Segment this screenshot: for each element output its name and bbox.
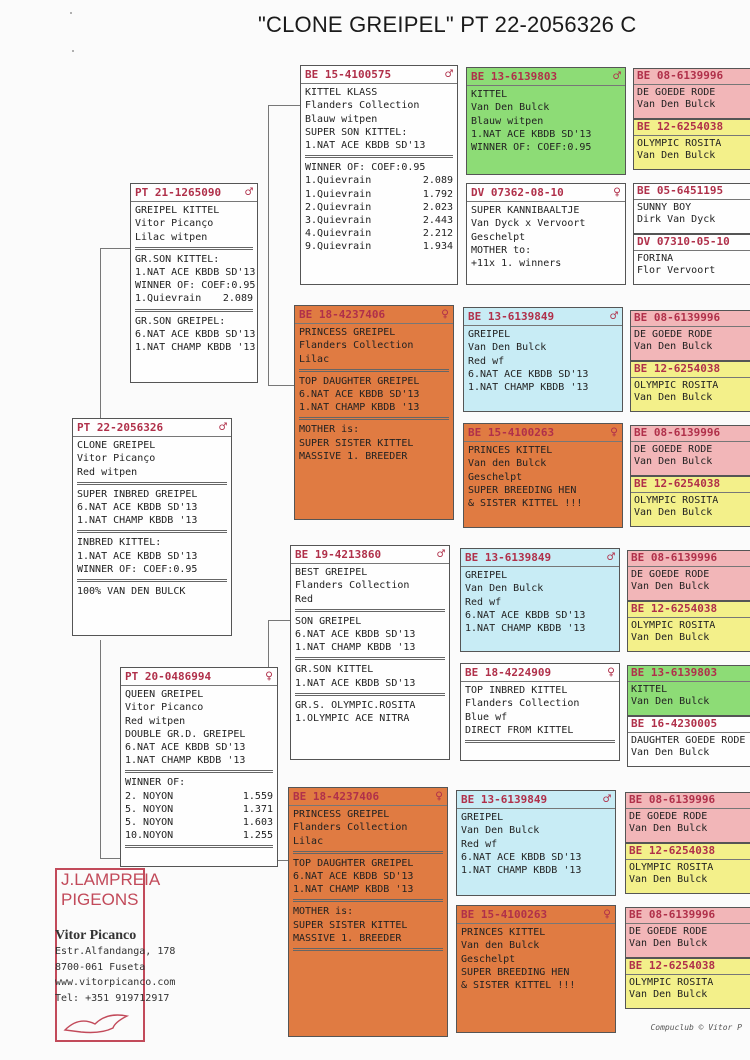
ring-number: BE 12-6254038: [626, 844, 750, 860]
website-link[interactable]: www.vitorpicanco.com: [55, 977, 176, 988]
breeder: Van Den Bulck: [471, 102, 550, 114]
color: Blauw witpen: [305, 113, 378, 125]
bird-name: DE GOEDE RODE: [634, 328, 713, 340]
note: 1.NAT CHAMP KBDB '13: [293, 884, 414, 896]
note: 1.NAT CHAMP KBDB '13: [77, 515, 198, 527]
connector: [268, 105, 269, 385]
phone-number: Tel: +351 919712917: [55, 992, 170, 1004]
note: 1.NAT ACE KBDB SD'13: [305, 140, 426, 152]
breeder: Flanders Collection: [465, 698, 580, 710]
pedigree-card-sire: [130, 183, 258, 383]
bird-name: PRINCESS GREIPEL: [299, 327, 396, 339]
footer-credit: Compuclub © Vitor P: [650, 1023, 742, 1032]
ring-number: BE 12-6254038: [631, 362, 750, 378]
note: SUPER BREEDING HEN: [461, 966, 570, 978]
note: WINNER OF: COEF:0.95: [305, 162, 426, 174]
pedigree-pair-g4: [625, 792, 750, 894]
pedigree-card-g3: [456, 905, 616, 1033]
color: Red: [295, 593, 314, 605]
bird-name: KITTEL: [631, 683, 668, 695]
male-symbol-icon: ♂: [219, 420, 227, 436]
male-symbol-icon: ♂: [445, 67, 453, 83]
breeder: Van den Bulck: [468, 458, 547, 470]
breeder: Van Den Bulck: [629, 874, 708, 885]
male-symbol-icon: ♂: [610, 309, 618, 325]
pedigree-card-g3: [463, 307, 623, 412]
note: DIRECT FROM KITTEL: [465, 724, 574, 736]
color: Red witpen: [77, 466, 138, 478]
breeder: Flanders Collection: [305, 100, 420, 112]
bird-name: PRINCES KITTEL: [461, 927, 546, 939]
note: 1.OLYMPIC ACE NITRA: [295, 713, 410, 725]
breeder: Flanders Collection: [293, 822, 408, 834]
result-row: 4.Quievrain 2.212: [305, 228, 453, 240]
note: & SISTER KITTEL !!!: [468, 498, 583, 510]
ring-number: BE 12-6254038: [634, 120, 750, 136]
color: Red witpen: [125, 715, 186, 727]
pedigree-pair-g4: [633, 183, 750, 285]
result-row: 3.Quievrain 2.443: [305, 215, 453, 227]
scan-speck: [72, 50, 74, 52]
ring-number: PT 21-1265090: [135, 186, 222, 199]
breeder: Van Den Bulck: [634, 341, 713, 352]
female-symbol-icon: ♀: [607, 665, 615, 681]
connector: [268, 105, 300, 106]
ring-number: BE 08-6139996: [626, 908, 750, 924]
female-symbol-icon: ♀: [613, 185, 621, 201]
note: WINNER OF: COEF:0.95: [77, 563, 198, 575]
pedigree-card-dam: [120, 667, 278, 867]
male-symbol-icon: ♂: [603, 792, 611, 808]
note: 6.NAT ACE KBDB SD'13: [295, 629, 416, 641]
result-row: 2. NOYON 1.559: [125, 790, 273, 802]
note: 6.NAT ACE KBDB SD'13: [135, 328, 256, 340]
breeder: Vitor Picanço: [77, 453, 156, 465]
note: TOP DAUGHTER GREIPEL: [299, 375, 420, 387]
bird-name: DE GOEDE RODE: [629, 925, 708, 937]
ring-number: BE 15-4100575: [305, 68, 392, 81]
note: SUPER SON KITTEL:: [305, 126, 408, 138]
color: Red wf: [461, 838, 498, 850]
ring-number: DV 07362-08-10: [471, 186, 564, 199]
connector: [268, 620, 290, 621]
breeder: Van Den Bulck: [637, 99, 716, 110]
note: 1.NAT ACE KBDB SD'13: [77, 550, 198, 562]
note: 100% VAN DEN BULCK: [77, 586, 186, 598]
breeder: Flanders Collection: [295, 580, 410, 592]
breeder: Van Den Bulck: [631, 747, 710, 758]
page-title: "CLONE GREIPEL" PT 22-2056326 C: [258, 12, 637, 37]
connector: [100, 858, 120, 859]
ring-number: BE 13-6139849: [465, 551, 552, 564]
owner-name: Vitor Picanco: [55, 928, 137, 943]
ring-number: BE 18-4237406: [299, 308, 386, 321]
male-symbol-icon: ♂: [437, 547, 445, 563]
bird-name: OLYMPIC ROSITA: [629, 861, 714, 873]
breeder: Flanders Collection: [299, 340, 414, 352]
breeder: Van den Bulck: [461, 940, 540, 952]
stamp-line: PIGEONS: [61, 890, 139, 909]
color: Lilac witpen: [135, 231, 208, 243]
color: Red wf: [468, 355, 505, 367]
female-symbol-icon: ♀: [610, 425, 618, 441]
ring-number: BE 15-4100263: [468, 426, 555, 439]
ring-number: BE 16-4230005: [628, 717, 750, 733]
ring-number: BE 15-4100263: [461, 908, 548, 921]
female-symbol-icon: ♀: [603, 907, 611, 923]
result-row: 1.Quievrain 2.089: [135, 293, 253, 305]
address-street: Estr.Alfandanga, 178: [55, 946, 176, 957]
owner-address: [55, 928, 175, 1006]
male-symbol-icon: ♂: [607, 550, 615, 566]
note: 1.NAT ACE KBDB SD'13: [471, 128, 592, 140]
result-row: 1.Quievrain 1.792: [305, 188, 453, 200]
ring-number: BE 12-6254038: [626, 959, 750, 975]
pedigree-pair-g4: [633, 68, 750, 170]
ring-number: BE 08-6139996: [631, 426, 750, 442]
breeder: Vitor Picanço: [135, 218, 214, 230]
bird-name: SUPER KANNIBAALTJE: [471, 205, 580, 217]
pedigree-pair-g4: [630, 310, 750, 412]
note: 1.NAT CHAMP KBDB '13: [295, 642, 416, 654]
ring-number: BE 12-6254038: [628, 602, 750, 618]
note: MASSIVE 1. BREEDER: [299, 450, 408, 462]
note: SON GREIPEL: [295, 615, 362, 627]
pedigree-card-dam-dam: [288, 787, 448, 1037]
bird-name: PRINCESS GREIPEL: [293, 809, 390, 821]
note: MOTHER is:: [299, 424, 360, 436]
note: WINNER OF: COEF:0.95: [471, 142, 592, 154]
note: INBRED KITTEL:: [77, 537, 162, 549]
note: 6.NAT ACE KBDB SD'13: [465, 609, 586, 621]
note: 6.NAT ACE KBDB SD'13: [125, 742, 246, 754]
connector: [100, 248, 130, 249]
bird-name: KITTEL: [471, 89, 508, 101]
pedigree-card-g3: [466, 67, 626, 175]
ring-number: BE 13-6139803: [471, 70, 558, 83]
female-symbol-icon: ♀: [265, 669, 273, 685]
scan-speck: [70, 12, 72, 14]
pigeon-logo-icon: [61, 1006, 141, 1036]
breeder: Van Den Bulck: [634, 456, 713, 467]
note: GR.SON KITTEL: [295, 664, 374, 676]
bird-name: OLYMPIC ROSITA: [634, 494, 719, 506]
note: SUPER INBRED GREIPEL: [77, 488, 198, 500]
connector: [100, 248, 101, 418]
note: WINNER OF: COEF:0.95: [135, 280, 256, 292]
ring-number: DV 07310-05-10: [634, 235, 750, 251]
pedigree-card-g3: [460, 663, 620, 761]
breeder: Van Den Bulck: [629, 823, 708, 834]
connector: [100, 640, 101, 858]
result-row: 1.Quievrain 2.089: [305, 175, 453, 187]
breeder: Dirk Van Dyck: [637, 214, 716, 225]
ring-number: BE 08-6139996: [634, 69, 750, 85]
ring-number: BE 08-6139996: [628, 551, 750, 567]
ring-number: BE 12-6254038: [631, 477, 750, 493]
breeder: Van Den Bulck: [634, 392, 713, 403]
female-symbol-icon: ♀: [441, 307, 449, 323]
breeder: Van Den Bulck: [631, 581, 710, 592]
breeder: Van Den Bulck: [468, 342, 547, 354]
result-row: 10.NOYON 1.255: [125, 830, 273, 842]
breeder: Van Den Bulck: [461, 825, 540, 837]
result-row: 5. NOYON 1.603: [125, 817, 273, 829]
note: 1.NAT ACE KBDB SD'13: [295, 677, 416, 689]
pedigree-card-g3: [463, 423, 623, 528]
bird-name: KITTEL KLASS: [305, 87, 378, 99]
note: 1.NAT CHAMP KBDB '13: [461, 865, 582, 877]
note: MOTHER is:: [293, 906, 354, 918]
bird-name: DE GOEDE RODE: [629, 810, 708, 822]
result-row: 5. NOYON 1.371: [125, 803, 273, 815]
bird-name: CLONE GREIPEL: [77, 440, 156, 452]
breeder: Van Dyck x Vervoort: [471, 218, 586, 230]
ring-number: BE 18-4237406: [293, 790, 380, 803]
female-symbol-icon: ♀: [435, 789, 443, 805]
breeder: Flor Vervoort: [637, 265, 716, 276]
note: 1.NAT ACE KBDB SD'13: [135, 267, 256, 279]
male-symbol-icon: ♂: [613, 69, 621, 85]
note: MOTHER to:: [471, 244, 532, 256]
bird-name: OLYMPIC ROSITA: [634, 379, 719, 391]
ring-number: BE 13-6139849: [468, 310, 555, 323]
result-row: 2.Quievrain 2.023: [305, 201, 453, 213]
note: MASSIVE 1. BREEDER: [293, 932, 402, 944]
bird-name: OLYMPIC ROSITA: [629, 976, 714, 988]
breeder: Van Den Bulck: [631, 632, 710, 643]
breeder: Van Den Bulck: [634, 507, 713, 518]
ring-number: BE 08-6139996: [631, 311, 750, 327]
male-symbol-icon: ♂: [245, 185, 253, 201]
note: 6.NAT ACE KBDB SD'13: [77, 502, 198, 514]
note: 6.NAT ACE KBDB SD'13: [461, 851, 582, 863]
color: Geschelpt: [461, 953, 516, 965]
breeder: Vitor Picanco: [125, 702, 204, 714]
breeder: Van Den Bulck: [637, 150, 716, 161]
ring-number: BE 05-6451195: [634, 184, 750, 200]
ring-number: PT 22-2056326: [77, 421, 164, 434]
note: DOUBLE GR.D. GREIPEL: [125, 728, 246, 740]
note: 1.NAT CHAMP KBDB '13: [465, 623, 586, 635]
bird-name: DE GOEDE RODE: [634, 443, 713, 455]
note: 1.NAT CHAMP KBDB '13: [468, 382, 589, 394]
ring-number: PT 20-0486994: [125, 670, 212, 683]
stamp-line: J.LAMPREIA: [61, 870, 161, 889]
pedigree-pair-g4: [630, 425, 750, 527]
bird-name: OLYMPIC ROSITA: [631, 619, 716, 631]
bird-name: TOP INBRED KITTEL: [465, 685, 568, 697]
breeder: Van Den Bulck: [631, 696, 710, 707]
note: 1.NAT CHAMP KBDB '13: [125, 755, 246, 767]
color: Lilac: [293, 835, 324, 847]
note: 6.NAT ACE KBDB SD'13: [293, 871, 414, 883]
ring-number: BE 08-6139996: [626, 793, 750, 809]
color: Geschelpt: [468, 471, 523, 483]
color: Blauw witpen: [471, 115, 544, 127]
bird-name: DAUGHTER GOEDE RODE: [631, 734, 746, 746]
note: +11x 1. winners: [471, 258, 562, 270]
bird-name: GREIPEL KITTEL: [135, 205, 220, 217]
note: 6.NAT ACE KBDB SD'13: [468, 368, 589, 380]
pedigree-card-subject: [72, 418, 232, 636]
bird-name: DE GOEDE RODE: [631, 568, 710, 580]
ring-number: BE 18-4224909: [465, 666, 552, 679]
note: WINNER OF:: [125, 777, 186, 789]
note: 1.NAT CHAMP KBDB '13: [135, 342, 256, 354]
color: Red wf: [465, 596, 502, 608]
breeder: Van Den Bulck: [629, 989, 708, 1000]
ring-number: BE 13-6139803: [628, 666, 750, 682]
pedigree-card-g3: [466, 183, 626, 285]
note: & SISTER KITTEL !!!: [461, 980, 576, 992]
color: Geschelpt: [471, 231, 526, 243]
pedigree-pair-g4: [627, 550, 750, 652]
bird-name: PRINCES KITTEL: [468, 445, 553, 457]
bird-name: OLYMPIC ROSITA: [637, 137, 722, 149]
bird-name: DE GOEDE RODE: [637, 86, 716, 98]
pedigree-card-g3: [460, 548, 620, 652]
note: GR.S. OLYMPIC.ROSITA: [295, 699, 416, 711]
note: 6.NAT ACE KBDB SD'13: [299, 389, 420, 401]
color: Lilac: [299, 353, 330, 365]
bird-name: GREIPEL: [468, 329, 511, 341]
bird-name: QUEEN GREIPEL: [125, 689, 204, 701]
ring-number: BE 13-6139849: [461, 793, 548, 806]
bird-name: GREIPEL: [461, 812, 504, 824]
note: GR.SON GREIPEL:: [135, 315, 226, 327]
pedigree-card-sire-dam: [294, 305, 454, 520]
note: SUPER SISTER KITTEL: [299, 437, 414, 449]
pedigree-card-sire-sire: [300, 65, 458, 285]
pedigree-pair-g4: [627, 665, 750, 767]
note: 1.NAT CHAMP KBDB '13: [299, 402, 420, 414]
note: TOP DAUGHTER GREIPEL: [293, 857, 414, 869]
pedigree-pair-g4: [625, 907, 750, 1009]
breeder: Van Den Bulck: [465, 583, 544, 595]
pedigree-card-g3: [456, 790, 616, 896]
connector: [268, 385, 294, 386]
bird-name: GREIPEL: [465, 570, 508, 582]
note: SUPER BREEDING HEN: [468, 484, 577, 496]
bird-name: BEST GREIPEL: [295, 567, 368, 579]
address-city: 8700-061 Fuseta: [55, 961, 146, 973]
ring-number: BE 19-4213860: [295, 548, 382, 561]
color: Blue wf: [465, 711, 508, 723]
note: SUPER SISTER KITTEL: [293, 919, 408, 931]
note: GR.SON KITTEL:: [135, 253, 220, 265]
result-row: 9.Quievrain 1.934: [305, 241, 453, 253]
bird-name: FORINA: [637, 252, 674, 264]
pedigree-card-dam-sire: [290, 545, 450, 760]
bird-name: SUNNY BOY: [637, 201, 692, 213]
breeder: Van Den Bulck: [629, 938, 708, 949]
